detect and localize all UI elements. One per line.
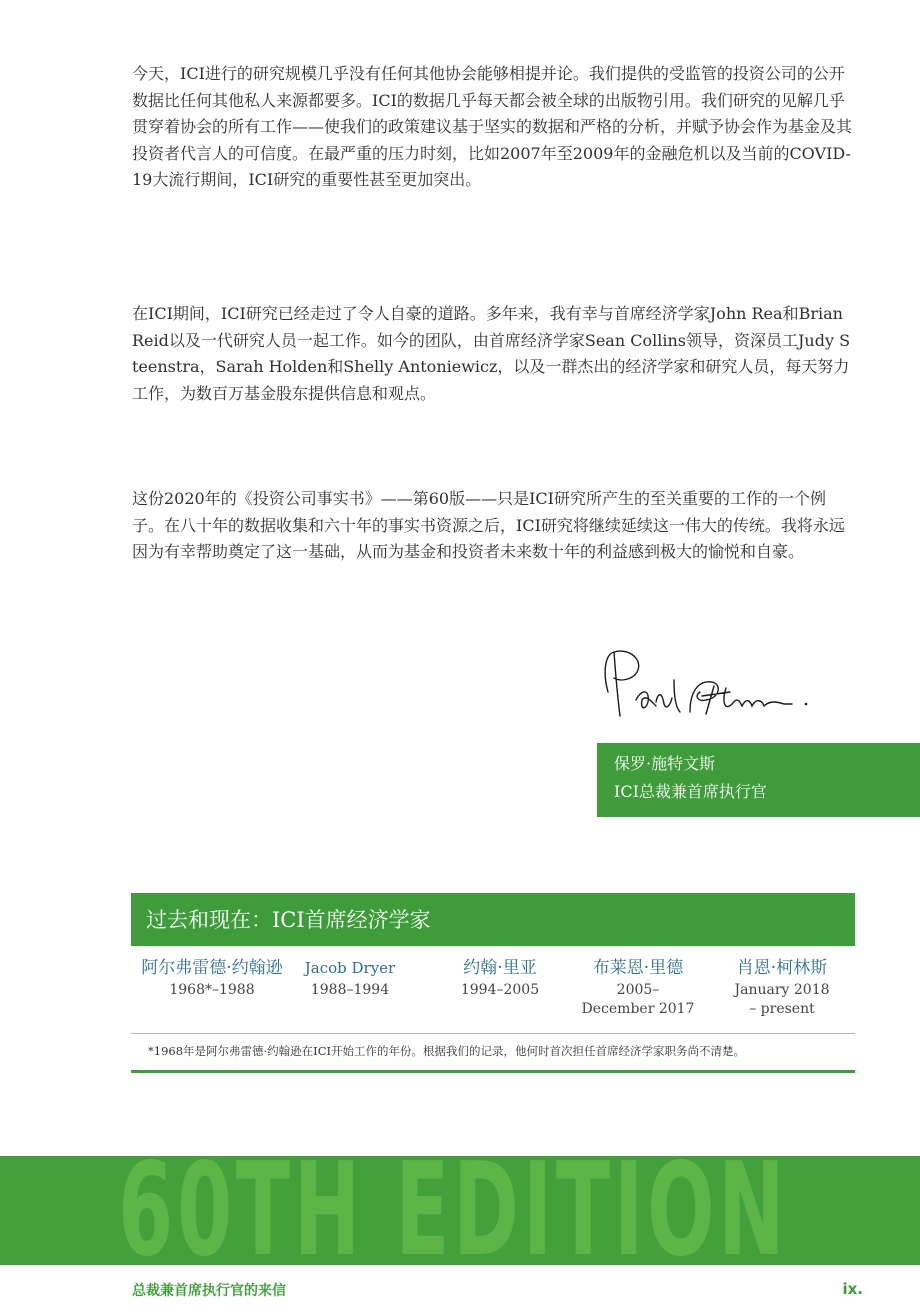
- letter-paragraph-2: 在ICI期间，ICI研究已经走过了令人自豪的道路。多年来，我有幸与首席经济学家John Rea和Brian Reid以及一代研究人员一起工作。如今的团队，由首席经济学家Sean Collins领导，资深员工Judy Steenstra，Sarah Holden和Shelly Antoniewicz，以及一群杰出的经济学家和研究人员，每天努力工作，为数百万基金股东提供信息和观点。: [132, 304, 851, 403]
- economist-entry: [572, 955, 704, 1019]
- economist-name: Jacob Dryer: [304, 959, 396, 977]
- economist-years: 1988–1994: [310, 982, 390, 998]
- economist-entry: [290, 955, 410, 1000]
- footer-section-title: 总裁兼首席执行官的来信: [132, 1283, 286, 1299]
- economist-entry: [118, 955, 306, 1000]
- economist-years-end: December 2017: [581, 1001, 695, 1017]
- signatory-name: 保罗·施特文斯: [614, 754, 716, 773]
- handwritten-signature: [594, 640, 820, 730]
- economist-name: 约翰·里亚: [463, 958, 537, 978]
- letter-paragraph-3: 这份2020年的《投资公司事实书》——第60版——只是ICI研究所产生的至关重要的工作的一个例子。在八十年的数据收集和六十年的事实书资源之后，ICI研究将继续延续这一伟大的传统。我将永远因为有幸帮助奠定了这一基础，从而为基金和投资者未来数十年的利益感到极大的愉悦和自豪。: [132, 489, 845, 561]
- economist-name: 阿尔弗雷德·约翰逊: [141, 958, 283, 978]
- economist-entry: [440, 955, 560, 1000]
- economist-years: 1968*–1988: [169, 982, 255, 998]
- economist-years-start: 2005–: [616, 982, 660, 998]
- signature-block: [597, 743, 920, 817]
- economist-years-start: January 2018: [734, 982, 830, 998]
- economist-entry: [718, 955, 846, 1019]
- economist-years: 1994–2005: [460, 982, 540, 998]
- economists-bottom-rule: [131, 1070, 855, 1073]
- economist-years-end: – present: [749, 1001, 815, 1017]
- economists-section-header: 过去和现在：ICI首席经济学家: [131, 893, 855, 946]
- edition-banner-text: 60TH EDITION: [118, 1156, 789, 1265]
- economist-name: 布莱恩·里德: [592, 958, 684, 978]
- economist-name: 肖恩·柯林斯: [736, 958, 828, 978]
- signatory-title: ICI总裁兼首席执行官: [614, 782, 767, 801]
- page-number: ix.: [842, 1280, 863, 1298]
- economists-divider: [131, 1033, 855, 1034]
- economists-footnote: *1968年是阿尔弗雷德·约翰逊在ICI开始工作的年份。根据我们的记录，他何时首次担任首席经济学家职务尚不清楚。: [148, 1044, 746, 1058]
- edition-banner: [0, 1156, 920, 1265]
- letter-paragraph-1: 今天，ICI进行的研究规模几乎没有任何其他协会能够相提并论。我们提供的受监管的投资公司的公开数据比任何其他私人来源都要多。ICI的数据几乎每天都会被全球的出版物引用。我们研究的见解几乎贯穿着协会的所有工作——使我们的政策建议基于坚实的数据和严格的分析，并赋予协会作为基金及其投资者代言人的可信度。在最严重的压力时刻，比如2007年至2009年的金融危机以及当前的COVID-19大流行期间，ICI研究的重要性甚至更加突出。: [132, 64, 853, 189]
